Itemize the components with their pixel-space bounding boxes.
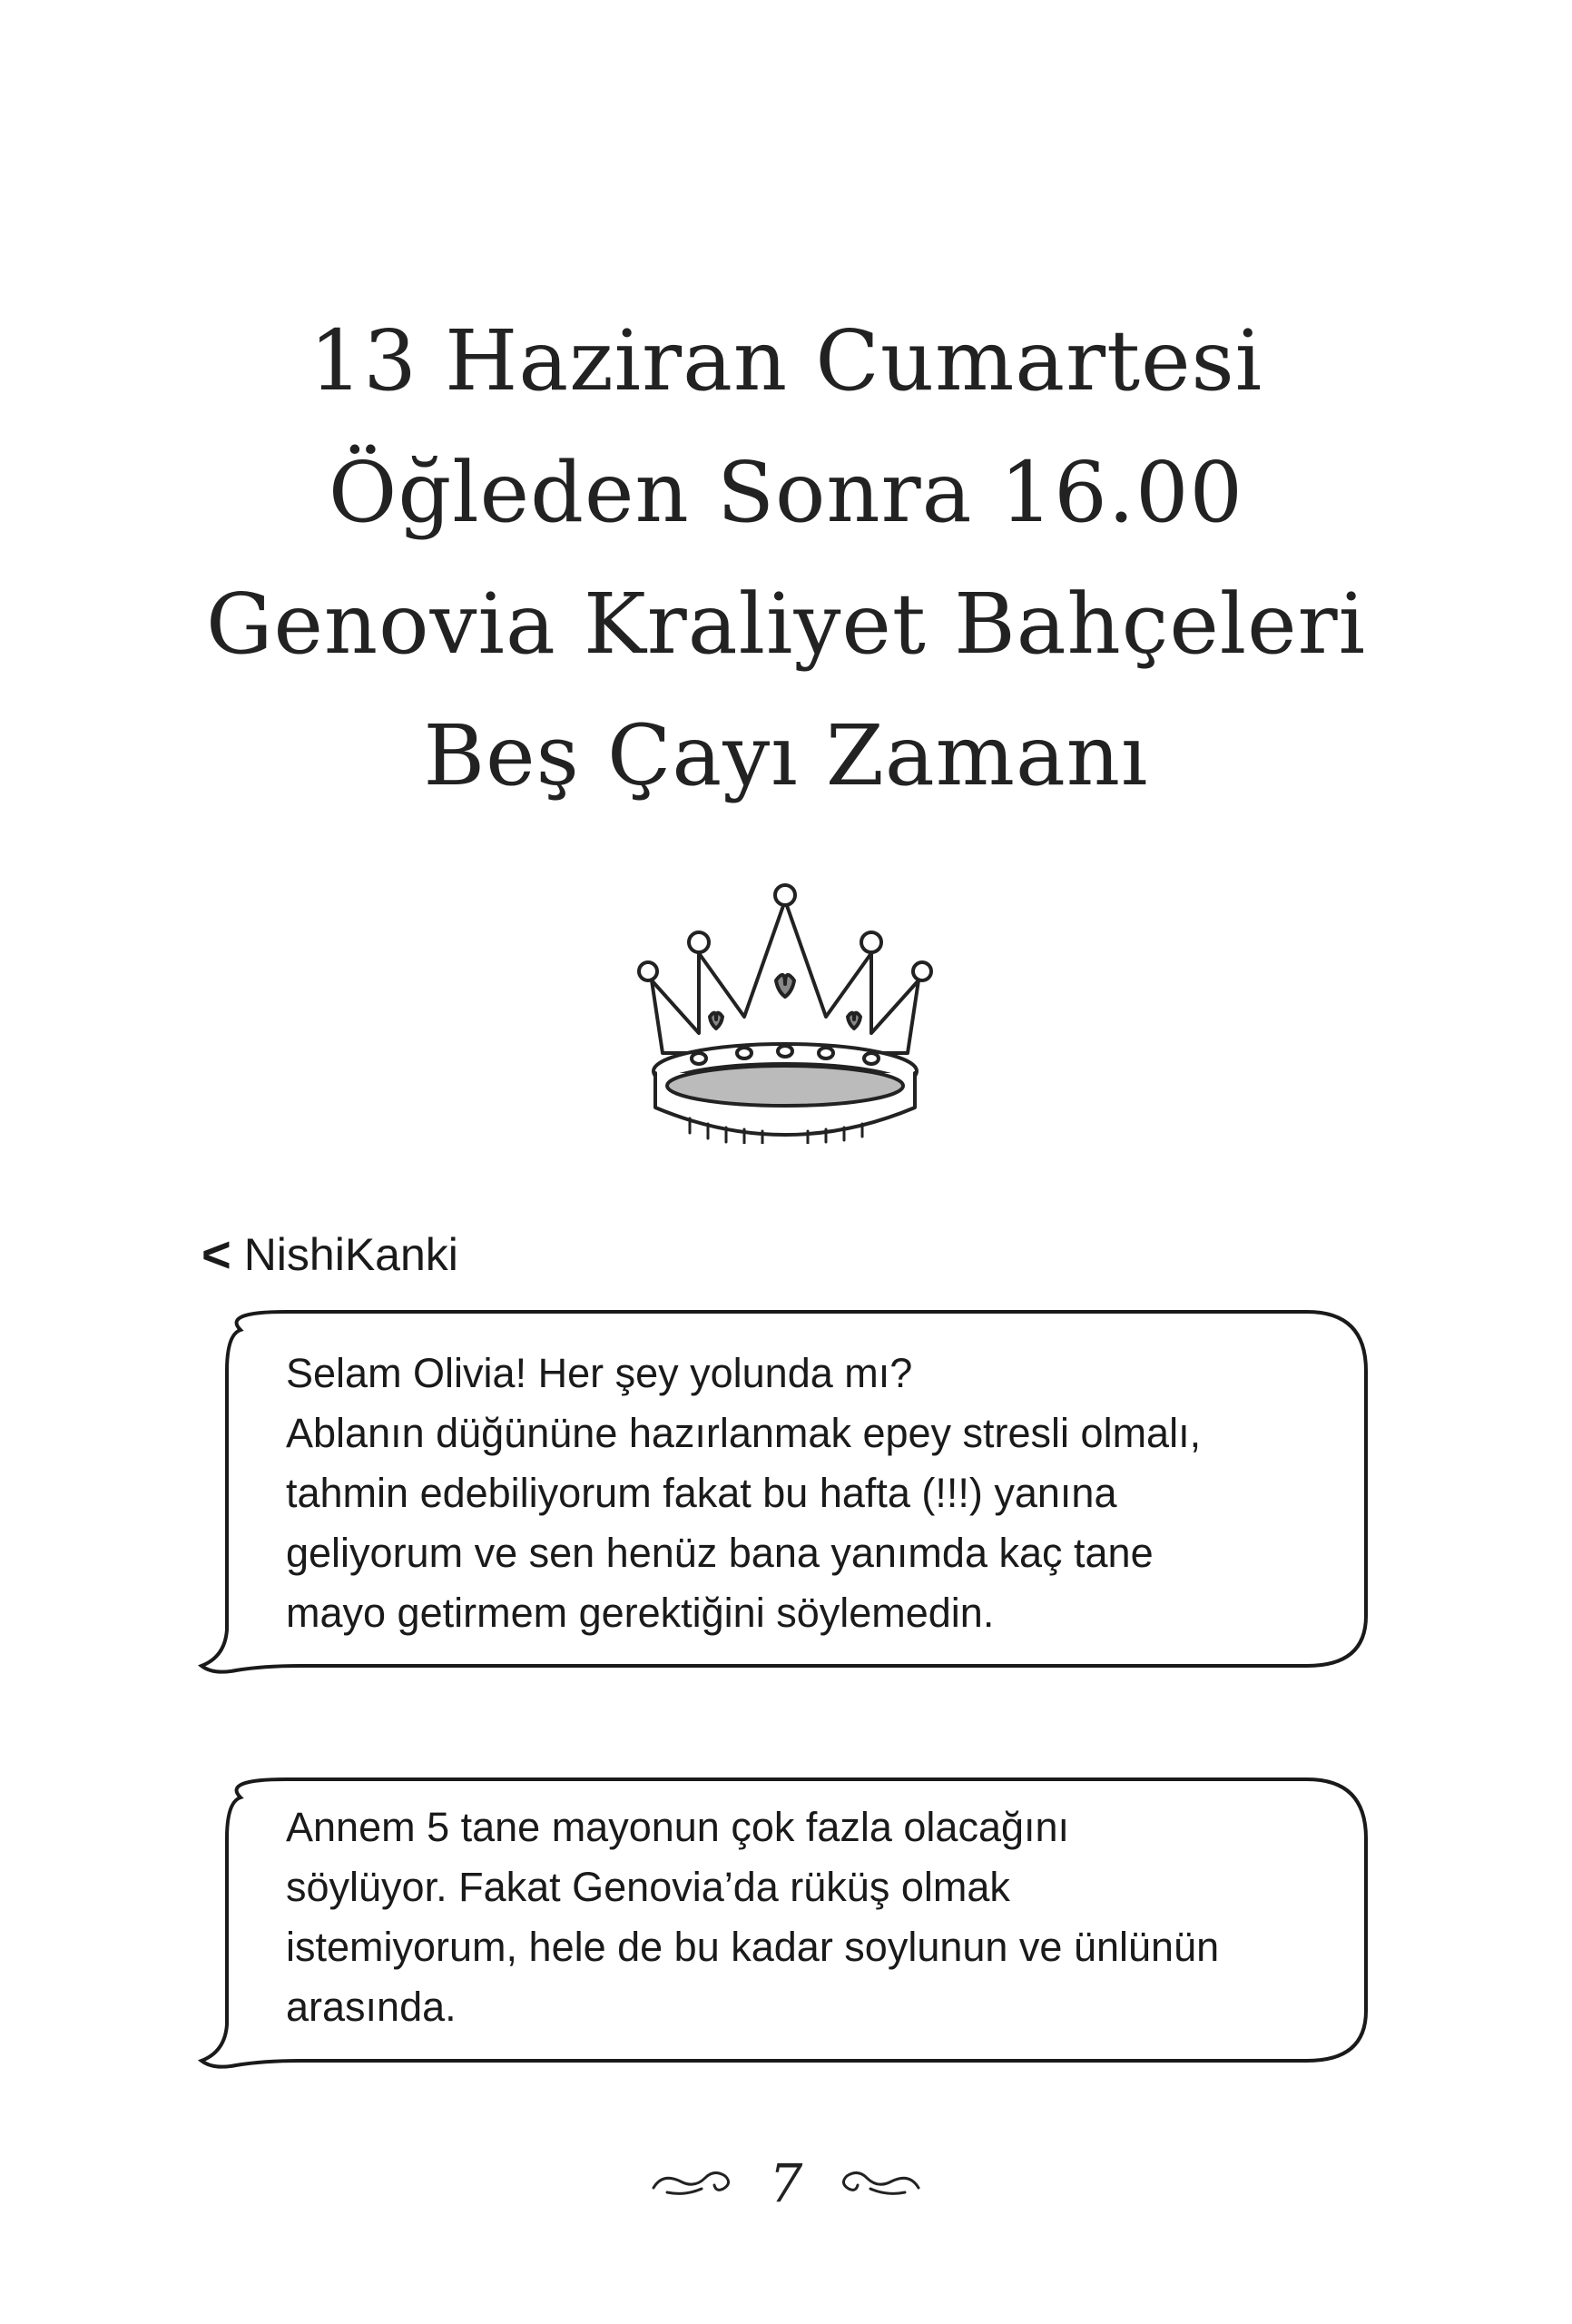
message-line: istemiyorum, hele de bu kadar soylunun ve ünlünün [286, 1924, 1220, 1970]
message-bubble [200, 1307, 1371, 1679]
flourish-icon [649, 2165, 735, 2201]
message-line: arasında. [286, 1984, 457, 2030]
message-text [286, 1344, 1201, 1643]
heading-line: Öğleden Sonra 16.00 [328, 444, 1244, 541]
message-text [286, 1797, 1219, 2037]
page-number: 7 [769, 2152, 803, 2214]
message-line: Ablanın düğününe hazırlanmak epey stresli olmalı, [286, 1410, 1202, 1456]
heading-line: Genovia Kraliyet Bahçeleri [205, 576, 1367, 673]
page-footer [0, 2147, 1572, 2220]
chat-header [201, 1227, 458, 1282]
message-bubble [200, 1775, 1371, 2074]
page-heading [0, 295, 1572, 822]
message-line: mayo getirmem gerektiğini söylemedin. [286, 1590, 995, 1636]
message-line: Annem 5 tane mayonun çok fazla olacağını [286, 1804, 1070, 1850]
message-line: tahmin edebiliyorum fakat bu hafta (!!!) yanına [286, 1470, 1117, 1516]
heading-line: Beş Çayı Zamanı [423, 707, 1149, 804]
message-line: geliyorum ve sen henüz bana yanımda kaç tane [286, 1530, 1154, 1576]
heading-line: 13 Haziran Cumartesi [309, 312, 1263, 409]
message-line: söylüyor. Fakat Genovia’da rüküş olmak [286, 1864, 1010, 1910]
flourish-icon [837, 2165, 923, 2201]
chat-contact-name: NishiKanki [243, 1229, 458, 1280]
message-line: Selam Olivia! Her şey yolunda mı? [286, 1350, 913, 1396]
chevron-left-icon: < [201, 1226, 231, 1283]
crown-icon [635, 881, 935, 1144]
